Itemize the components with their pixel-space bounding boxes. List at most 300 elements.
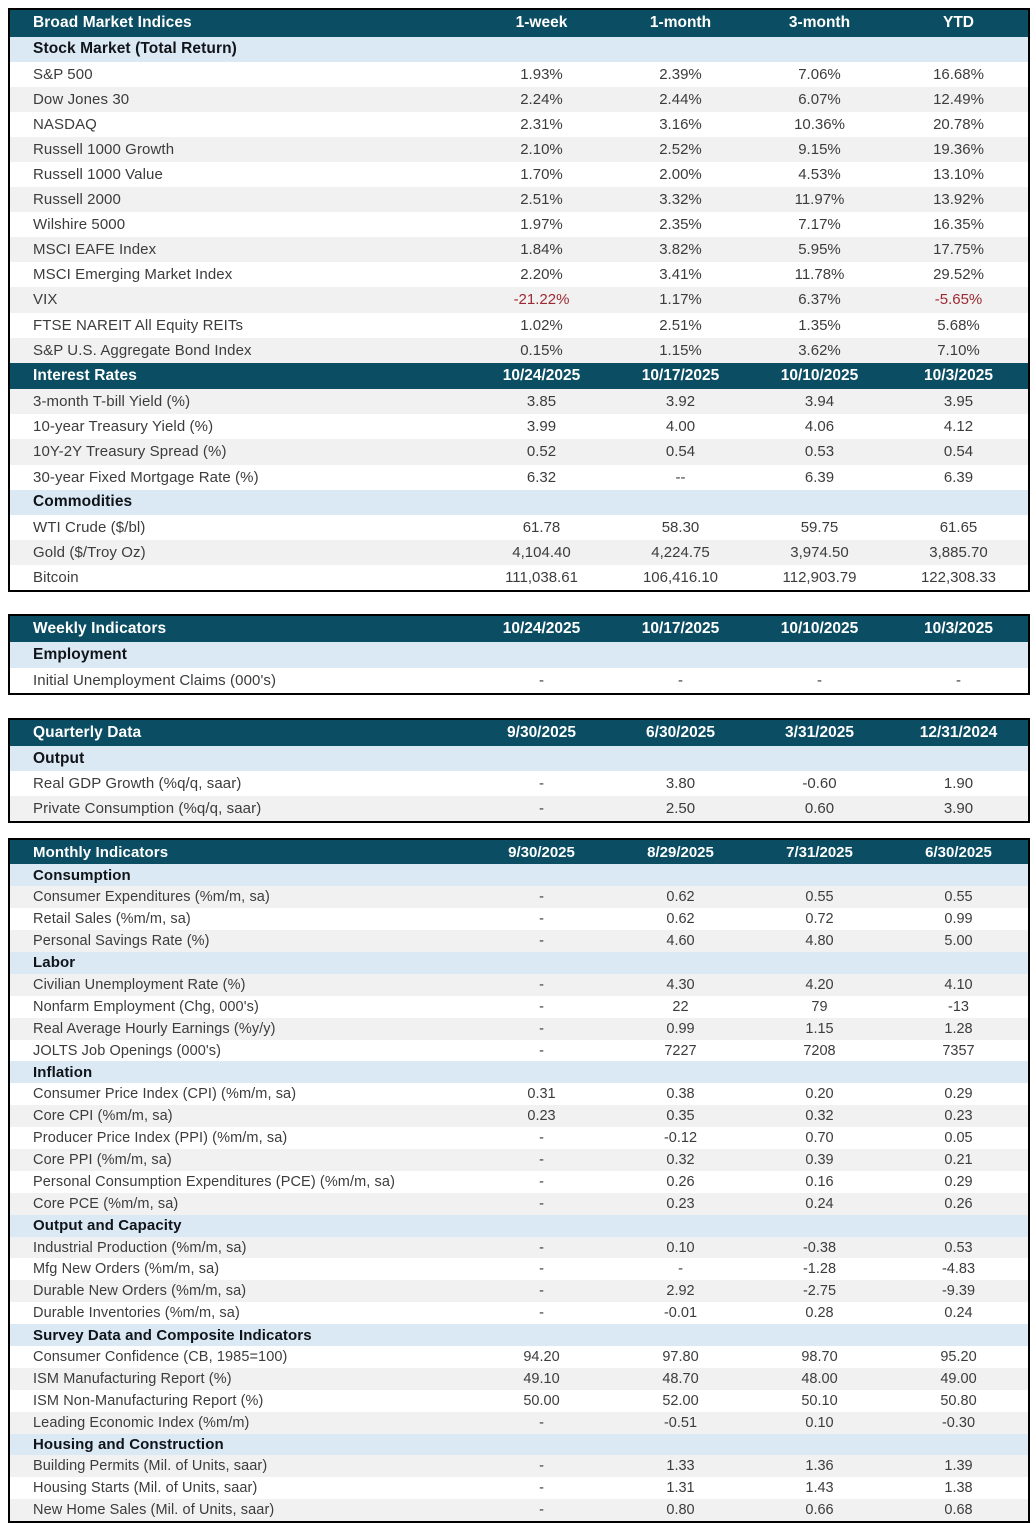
value-cell: 1.70% [520,166,563,184]
table-header-row [10,720,1028,747]
value-cell: 2.20% [520,266,563,284]
value-cell: 17.75% [933,241,984,259]
value-cell: -5.65% [934,291,983,309]
table-row [10,515,1028,540]
value-cell: 6.39 [804,468,835,486]
value-cell: 7227 [664,1042,697,1059]
row-label: Core PPI (%m/m, sa) [33,1151,172,1168]
value-cell: 4.12 [943,418,974,436]
value-cell: 2.92 [666,1283,695,1300]
row-label: MSCI Emerging Market Index [33,266,233,284]
value-cell: 95.20 [940,1348,977,1365]
value-cell: 1.43 [805,1480,834,1497]
column-header: 10/24/2025 [502,620,581,638]
table-row [10,262,1028,287]
column-header: 10/3/2025 [924,620,993,638]
value-cell: - [539,1042,544,1059]
table-row [10,1171,1028,1193]
value-cell: 19.36% [933,140,984,158]
value-cell: 0.60 [804,800,835,818]
row-label: 30-year Fixed Mortgage Rate (%) [33,468,259,486]
value-cell: 0.32 [805,1108,834,1125]
section-header-row [10,1324,1028,1346]
value-cell: 3.16% [659,115,702,133]
value-cell: - [539,1173,544,1190]
value-cell: - [539,1502,544,1519]
table-row [10,137,1028,162]
value-cell: 0.66 [805,1502,834,1519]
quarterly-data-table [8,718,1030,824]
row-label: 10-year Treasury Yield (%) [33,418,214,436]
table-row [10,439,1028,464]
value-cell: 3.85 [526,393,557,411]
value-cell: 1.02% [520,316,563,334]
row-label: Housing Starts (Mil. of Units, saar) [33,1480,258,1497]
value-cell: 0.62 [666,911,695,928]
value-cell: 3,885.70 [929,543,988,561]
row-label: Industrial Production (%m/m, sa) [33,1239,247,1256]
value-cell: 6.39 [943,468,974,486]
value-cell: - [678,671,683,689]
value-cell: 4.53% [798,166,841,184]
column-header: 8/29/2025 [647,843,714,861]
table-row [10,1455,1028,1477]
row-label: S&P 500 [33,65,93,83]
value-cell: 50.80 [940,1392,977,1409]
value-cell: 0.72 [805,911,834,928]
row-label: Consumer Price Index (CPI) (%m/m, sa) [33,1086,297,1103]
value-cell: 29.52% [933,266,984,284]
value-cell: 4.60 [666,933,695,950]
row-label: Consumer Confidence (CB, 1985=100) [33,1348,288,1365]
value-cell: - [539,671,544,689]
section-label: Commodities [33,493,133,511]
section-label: Stock Market (Total Return) [33,40,237,58]
value-cell: 16.35% [933,216,984,234]
row-label: Wilshire 5000 [33,216,126,234]
section-label: Output [33,749,85,767]
table-title: Broad Market Indices [33,14,192,32]
value-cell: 0.23 [944,1108,973,1125]
table-row [10,1040,1028,1062]
value-cell: 3.95 [943,393,974,411]
value-cell: 0.53 [944,1239,973,1256]
value-cell: 0.80 [666,1502,695,1519]
value-cell: 0.24 [944,1305,973,1322]
value-cell: 7.10% [937,341,980,359]
row-label: Mfg New Orders (%m/m, sa) [33,1261,220,1278]
value-cell: 1.39 [944,1458,973,1475]
row-label: VIX [33,291,58,309]
table-row [10,1149,1028,1171]
value-cell: 11.97% [794,191,845,209]
table-row [10,237,1028,262]
row-label: MSCI EAFE Index [33,241,157,259]
value-cell: 6.37% [798,291,841,309]
value-cell: -0.30 [941,1414,976,1431]
row-label: 10Y-2Y Treasury Spread (%) [33,443,227,461]
value-cell: 0.38 [666,1086,695,1103]
table-row [10,668,1028,693]
row-label: ISM Non-Manufacturing Report (%) [33,1392,264,1409]
table-row [10,565,1028,590]
row-label: S&P U.S. Aggregate Bond Index [33,341,252,359]
table-row [10,1127,1028,1149]
table-title: Monthly Indicators [33,843,169,861]
table-row [10,187,1028,212]
table-row [10,1083,1028,1105]
table-row [10,1477,1028,1499]
value-cell: 0.23 [527,1108,556,1125]
value-cell: -21.22% [513,291,570,309]
value-cell: 4,104.40 [512,543,571,561]
value-cell: 16.68% [933,65,984,83]
value-cell: 12.49% [933,90,984,108]
row-label: JOLTS Job Openings (000's) [33,1042,222,1059]
value-cell: 4.10 [944,976,973,993]
table-row [10,1368,1028,1390]
value-cell: 61.65 [939,518,978,536]
value-cell: 2.52% [659,140,702,158]
value-cell: 0.52 [526,443,557,461]
value-cell: -2.75 [802,1283,837,1300]
row-label: Personal Savings Rate (%) [33,933,210,950]
table-title: Quarterly Data [33,723,142,741]
table-row [10,313,1028,338]
value-cell: 0.21 [944,1151,973,1168]
value-cell: 0.28 [805,1305,834,1322]
table-row [10,162,1028,187]
column-header: 10/17/2025 [641,366,720,384]
value-cell: 0.29 [944,1173,973,1190]
value-cell: 1.15% [659,341,702,359]
row-label: Bitcoin [33,568,79,586]
value-cell: - [539,933,544,950]
value-cell: 2.51% [659,316,702,334]
value-cell: 1.38 [944,1480,973,1497]
value-cell: 48.70 [662,1370,699,1387]
row-label: Personal Consumption Expenditures (PCE) (%m/m, sa) [33,1173,395,1190]
value-cell: - [539,1195,544,1212]
row-label: Real Average Hourly Earnings (%y/y) [33,1020,276,1037]
value-cell: 1.17% [659,291,702,309]
value-cell: 1.33 [666,1458,695,1475]
value-cell: -0.12 [663,1130,698,1147]
value-cell: 0.68 [944,1502,973,1519]
value-cell: 111,038.61 [505,568,578,586]
value-cell: 5.68% [937,316,980,334]
value-cell: 122,308.33 [920,568,997,586]
value-cell: 4.06 [804,418,835,436]
table-title: Weekly Indicators [33,620,167,638]
value-cell: 0.10 [805,1414,834,1431]
column-header: 12/31/2024 [919,723,998,741]
value-cell: 0.55 [805,889,834,906]
value-cell: 7.06% [798,65,841,83]
table-row [10,212,1028,237]
row-label: Initial Unemployment Claims (000's) [33,671,277,689]
value-cell: 0.31 [527,1086,556,1103]
broad-market-indices-table [8,8,1030,592]
value-cell: 3.94 [804,393,835,411]
section-header-row [10,864,1028,886]
value-cell: 0.62 [666,889,695,906]
value-cell: 50.00 [523,1392,560,1409]
value-cell: 50.10 [801,1392,838,1409]
column-header: YTD [943,14,974,32]
column-header: 6/30/2025 [925,843,992,861]
value-cell: 3.82% [659,241,702,259]
value-cell: 0.20 [805,1086,834,1103]
table-row [10,796,1028,821]
table-row [10,414,1028,439]
value-cell: 0.16 [805,1173,834,1190]
column-header: 10/10/2025 [780,620,859,638]
table-row [10,1390,1028,1412]
value-cell: 0.70 [805,1130,834,1147]
value-cell: - [539,1305,544,1322]
table-row [10,1105,1028,1127]
row-label: Nonfarm Employment (Chg, 000's) [33,998,259,1015]
value-cell: 0.54 [943,443,974,461]
value-cell: - [539,1020,544,1037]
value-cell: 1.35% [798,316,841,334]
value-cell: 6.32 [526,468,557,486]
value-cell: 97.80 [662,1348,699,1365]
value-cell: 3.99 [526,418,557,436]
column-header: 10/10/2025 [780,366,859,384]
weekly-indicators-table [8,614,1030,695]
section-header-row [10,952,1028,974]
value-cell: 0.10 [666,1239,695,1256]
value-cell: 7357 [942,1042,975,1059]
value-cell: 0.23 [666,1195,695,1212]
value-cell: 0.05 [944,1130,973,1147]
value-cell: 4.20 [805,976,834,993]
column-header: 7/31/2025 [786,843,853,861]
value-cell: 2.31% [520,115,563,133]
value-cell: 3.41% [659,266,702,284]
row-label: Durable New Orders (%m/m, sa) [33,1283,247,1300]
column-header: 1-month [649,14,712,32]
table-row [10,1258,1028,1280]
column-header: 10/24/2025 [502,366,581,384]
value-cell: 13.10% [933,166,984,184]
table-row [10,908,1028,930]
value-cell: - [539,1151,544,1168]
value-cell: 2.24% [520,90,563,108]
value-cell: 1.93% [520,65,563,83]
value-cell: - [539,1283,544,1300]
row-label: FTSE NAREIT All Equity REITs [33,316,244,334]
value-cell: 4,224.75 [651,543,710,561]
value-cell: 3.92 [665,393,696,411]
value-cell: 0.29 [944,1086,973,1103]
value-cell: -0.01 [663,1305,698,1322]
row-label: Core PCE (%m/m, sa) [33,1195,179,1212]
table-row [10,771,1028,796]
value-cell: 4.80 [805,933,834,950]
value-cell: 0.24 [805,1195,834,1212]
value-cell: 61.78 [522,518,561,536]
value-cell: 1.90 [943,775,974,793]
section-label: Labor [33,954,76,972]
row-label: Russell 1000 Value [33,166,163,184]
table-row [10,1499,1028,1521]
value-cell: 1.28 [944,1020,973,1037]
column-header: 10/17/2025 [641,620,720,638]
section-header-row [10,37,1028,62]
section-header-row [10,746,1028,771]
value-cell: - [539,1239,544,1256]
value-cell: 5.00 [944,933,973,950]
section-label: Housing and Construction [33,1436,224,1454]
value-cell: 2.35% [659,216,702,234]
table-title: Interest Rates [33,366,137,384]
value-cell: 112,903.79 [782,568,857,586]
value-cell: -9.39 [941,1283,976,1300]
value-cell: 98.70 [801,1348,838,1365]
value-cell: - [539,976,544,993]
section-label: Survey Data and Composite Indicators [33,1326,312,1344]
value-cell: 0.26 [944,1195,973,1212]
section-header-row [10,1061,1028,1083]
value-cell: - [817,671,822,689]
row-label: NASDAQ [33,115,97,133]
row-label: Consumer Expenditures (%m/m, sa) [33,889,270,906]
value-cell: 0.39 [805,1151,834,1168]
value-cell: 1.15 [805,1020,834,1037]
value-cell: 2.51% [520,191,563,209]
value-cell: 9.15% [798,140,841,158]
table-row [10,540,1028,565]
row-label: Private Consumption (%q/q, saar) [33,800,262,818]
value-cell: 0.15% [520,341,563,359]
section-label: Consumption [33,866,131,884]
column-header: 9/30/2025 [507,723,576,741]
value-cell: 3,974.50 [790,543,849,561]
row-label: Leading Economic Index (%m/m) [33,1414,250,1431]
value-cell: 79 [811,998,828,1015]
value-cell: 59.75 [800,518,839,536]
value-cell: - [539,911,544,928]
value-cell: 2.00% [659,166,702,184]
value-cell: - [539,1480,544,1497]
value-cell: 4.00 [665,418,696,436]
table-header-row [10,840,1028,864]
row-label: Core CPI (%m/m, sa) [33,1108,173,1125]
row-label: Dow Jones 30 [33,90,130,108]
value-cell: - [539,1261,544,1278]
value-cell: 22 [672,998,689,1015]
value-cell: 13.92% [933,191,984,209]
value-cell: 0.26 [666,1173,695,1190]
row-label: Civilian Unemployment Rate (%) [33,976,246,993]
column-header: 1-week [515,14,568,32]
value-cell: - [539,775,544,793]
value-cell: 20.78% [933,115,984,133]
table-header-row [10,10,1028,37]
table-row [10,1280,1028,1302]
value-cell: 48.00 [801,1370,838,1387]
column-header: 6/30/2025 [646,723,715,741]
column-header: 3/31/2025 [785,723,854,741]
value-cell: 2.50 [665,800,696,818]
table-row [10,389,1028,414]
value-cell: 0.53 [804,443,835,461]
value-cell: 52.00 [662,1392,699,1409]
value-cell: 7208 [803,1042,836,1059]
value-cell: - [539,1130,544,1147]
value-cell: 106,416.10 [642,568,719,586]
table-row [10,62,1028,87]
table-row [10,338,1028,363]
value-cell: 1.97% [520,216,563,234]
value-cell: 10.36% [794,115,845,133]
row-label: Building Permits (Mil. of Units, saar) [33,1458,268,1475]
value-cell: 4.30 [666,976,695,993]
table-row [10,112,1028,137]
value-cell: -0.38 [802,1239,837,1256]
table-row [10,1346,1028,1368]
value-cell: 49.00 [940,1370,977,1387]
table-row [10,974,1028,996]
row-label: Durable Inventories (%m/m, sa) [33,1305,240,1322]
section-label: Employment [33,646,128,664]
value-cell: -13 [948,998,969,1015]
table-row [10,287,1028,312]
section-label: Output and Capacity [33,1217,182,1235]
value-cell: 6.07% [798,90,841,108]
section-label: Inflation [33,1063,93,1081]
table-row [10,87,1028,112]
table-row [10,1302,1028,1324]
value-cell: -0.51 [663,1414,698,1431]
value-cell: 94.20 [523,1348,560,1365]
column-header: 3-month [788,14,851,32]
value-cell: 0.54 [665,443,696,461]
value-cell: 3.90 [943,800,974,818]
value-cell: 0.99 [666,1020,695,1037]
value-cell: 1.31 [666,1480,695,1497]
value-cell: 1.36 [805,1458,834,1475]
value-cell: 0.99 [944,911,973,928]
value-cell: 1.84% [520,241,563,259]
value-cell: 2.39% [659,65,702,83]
value-cell: 2.44% [659,90,702,108]
value-cell: - [539,1414,544,1431]
value-cell: - [539,1458,544,1475]
value-cell: 2.10% [520,140,563,158]
table-row [10,886,1028,908]
table-header-row [10,616,1028,643]
value-cell: 7.17% [798,216,841,234]
table-row [10,1412,1028,1434]
monthly-indicators-table [8,838,1030,1523]
section-header-row [10,642,1028,667]
value-cell: - [539,998,544,1015]
row-label: Gold ($/Troy Oz) [33,543,146,561]
value-cell: 0.32 [666,1151,695,1168]
value-cell: 58.30 [661,518,700,536]
row-label: Real GDP Growth (%q/q, saar) [33,775,242,793]
section-header-row [10,1434,1028,1456]
row-label: Retail Sales (%m/m, sa) [33,911,191,928]
row-label: WTI Crude ($/bl) [33,518,146,536]
row-label: Russell 1000 Growth [33,140,175,158]
value-cell: - [956,671,961,689]
value-cell: 0.35 [666,1108,695,1125]
